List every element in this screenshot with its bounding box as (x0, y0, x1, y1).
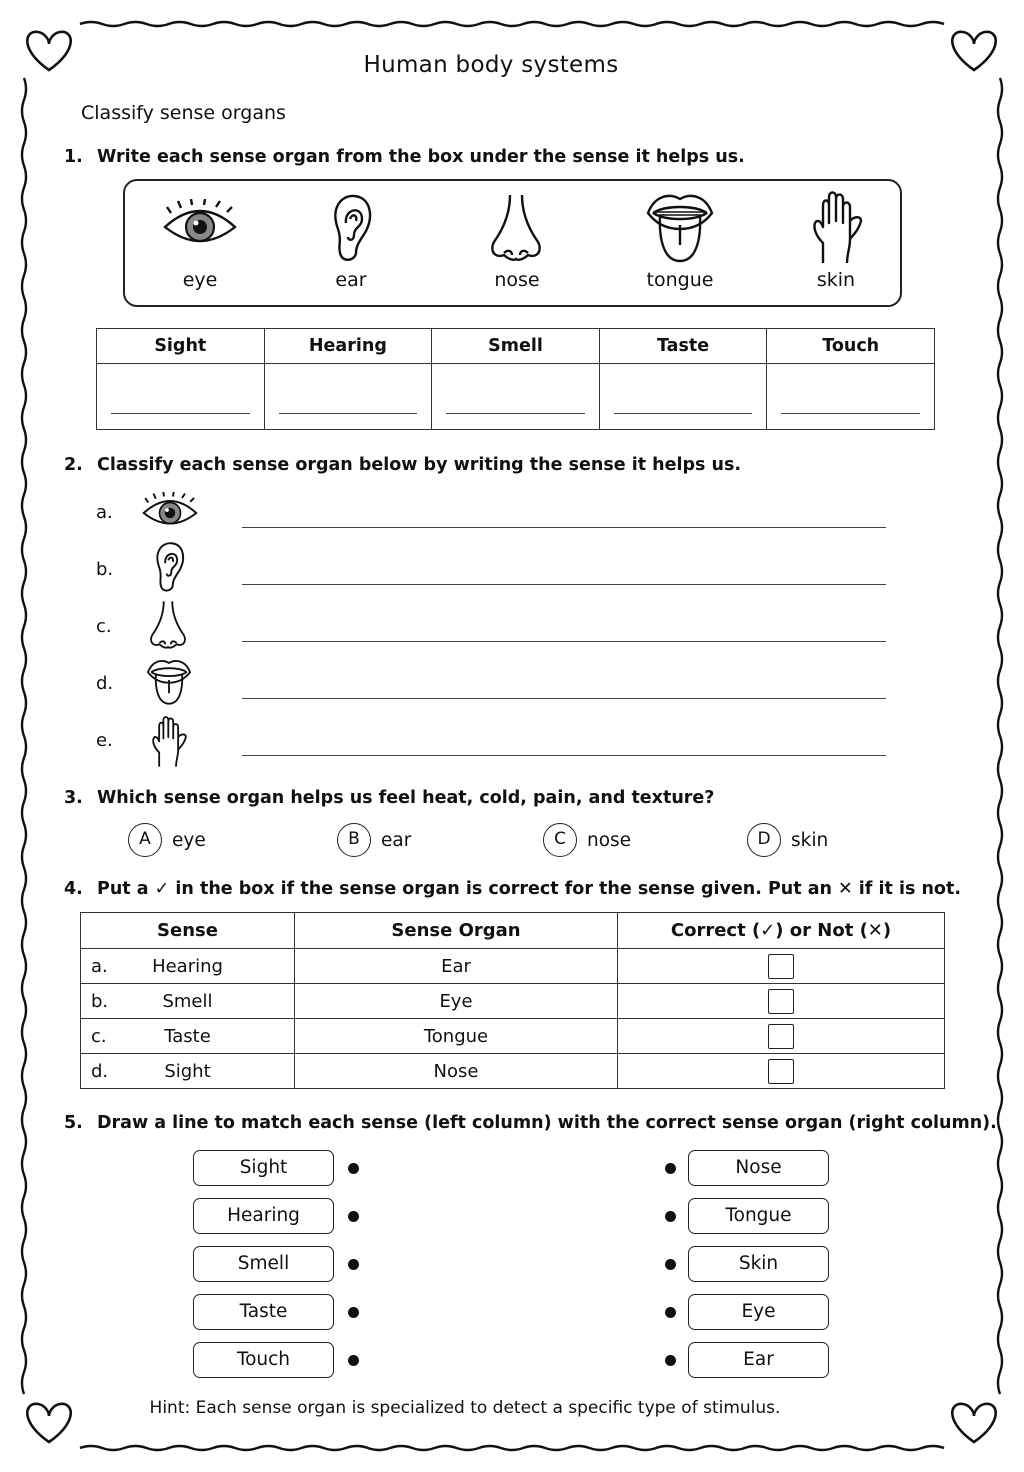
question-text: Draw a line to match each sense (left column) with the correct sense organ (right column). (97, 1113, 997, 1133)
answer-checkbox[interactable] (768, 989, 794, 1014)
question-number: 4. (64, 879, 83, 899)
heart-icon (952, 1404, 995, 1442)
organ-value: Nose (295, 1054, 618, 1089)
hand-icon (809, 191, 865, 265)
answer-line[interactable] (781, 413, 920, 414)
match-left-sight[interactable]: Sight (193, 1150, 334, 1186)
page-title: Human body systems (363, 52, 619, 78)
answer-checkbox[interactable] (768, 1059, 794, 1084)
question-number: 2. (64, 455, 83, 475)
question-4 (64, 879, 961, 899)
header-sight: Sight (97, 329, 265, 364)
question-text: Put a ✓ in the box if the sense organ is correct for the sense given. Put an ✕ if it is not. (97, 879, 961, 899)
word-skin: skin (816, 269, 856, 291)
organ-value: Tongue (295, 1019, 618, 1054)
eye-icon (161, 199, 239, 255)
option-d[interactable] (747, 823, 828, 859)
sense-value: Sight (164, 1060, 211, 1082)
nose-icon (148, 600, 188, 650)
q2-item-d (96, 661, 886, 711)
question-text: Which sense organ helps us feel heat, cold, pain, and texture? (97, 788, 715, 808)
match-dot-left[interactable] (348, 1307, 359, 1318)
sense-cell (81, 1054, 295, 1089)
item-letter: e. (96, 730, 113, 751)
q2-item-b (96, 547, 886, 597)
question-text: Write each sense organ from the box under the sense it helps us. (97, 147, 745, 167)
organ-value: Eye (295, 984, 618, 1019)
question-number: 5. (64, 1113, 83, 1133)
word-eye: eye (182, 269, 218, 291)
match-dot-right[interactable] (665, 1355, 676, 1366)
sense-cell (81, 984, 295, 1019)
answer-cell-sight[interactable] (97, 364, 265, 430)
sense-table (96, 328, 935, 430)
answer-line[interactable] (242, 584, 886, 585)
header-sense-organ: Sense Organ (295, 913, 618, 949)
eye-icon (140, 492, 200, 534)
item-letter: b. (96, 559, 114, 580)
option-text: skin (791, 829, 829, 851)
answer-line[interactable] (279, 413, 418, 414)
border-wave (80, 1446, 944, 1450)
match-left-hearing[interactable]: Hearing (193, 1198, 334, 1234)
answer-line[interactable] (111, 413, 250, 414)
option-letter-circle[interactable]: B (337, 823, 371, 857)
match-dot-left[interactable] (348, 1259, 359, 1270)
question-3 (64, 788, 714, 808)
match-dot-right[interactable] (665, 1211, 676, 1222)
word-bank-box (123, 179, 902, 307)
table-row (81, 949, 945, 984)
tongue-icon (146, 657, 192, 707)
option-a[interactable] (128, 823, 206, 859)
border-wave (80, 22, 944, 26)
answer-line[interactable] (242, 527, 886, 528)
answer-cell-hearing[interactable] (264, 364, 432, 430)
hint-text: Hint: Each sense organ is specialized to detect a specific type of stimulus. (149, 1398, 781, 1418)
row-letter: a. (91, 956, 108, 977)
sense-cell (81, 949, 295, 984)
sense-value: Smell (162, 990, 213, 1012)
border-wave (22, 78, 26, 1394)
header-hearing: Hearing (264, 329, 432, 364)
answer-checkbox[interactable] (768, 954, 794, 979)
answer-line[interactable] (614, 413, 753, 414)
match-dot-left[interactable] (348, 1163, 359, 1174)
question-2 (64, 455, 741, 475)
word-tongue: tongue (646, 269, 714, 291)
tongue-icon (645, 191, 715, 265)
option-text: eye (172, 829, 206, 851)
match-dot-right[interactable] (665, 1307, 676, 1318)
word-ear: ear (335, 269, 367, 291)
match-left-smell[interactable]: Smell (193, 1246, 334, 1282)
match-right-eye[interactable]: Eye (688, 1294, 829, 1330)
check-table (80, 912, 945, 1089)
answer-line[interactable] (242, 641, 886, 642)
option-text: nose (587, 829, 632, 851)
answer-cell-taste[interactable] (599, 364, 767, 430)
checkbox-cell (618, 984, 945, 1019)
page-subtitle: Classify sense organs (81, 102, 286, 124)
table-row (81, 1019, 945, 1054)
option-text: ear (381, 829, 412, 851)
sense-cell (81, 1019, 295, 1054)
header-taste: Taste (599, 329, 767, 364)
answer-line[interactable] (242, 698, 886, 699)
option-letter-circle[interactable]: D (747, 823, 781, 857)
answer-line[interactable] (242, 755, 886, 756)
q2-item-c (96, 604, 886, 654)
match-dot-right[interactable] (665, 1259, 676, 1270)
item-letter: a. (96, 502, 113, 523)
match-dot-right[interactable] (665, 1163, 676, 1174)
option-letter-circle[interactable]: C (543, 823, 577, 857)
answer-cell-touch[interactable] (767, 364, 935, 430)
answer-cell-smell[interactable] (432, 364, 600, 430)
q2-item-a (96, 490, 886, 540)
question-text: Classify each sense organ below by writing the sense it helps us. (97, 455, 742, 475)
border-wave (998, 78, 1002, 1394)
match-dot-left[interactable] (348, 1355, 359, 1366)
match-dot-left[interactable] (348, 1211, 359, 1222)
question-number: 1. (64, 147, 83, 167)
nose-icon (488, 193, 544, 263)
match-left-taste[interactable]: Taste (193, 1294, 334, 1330)
match-right-ear[interactable]: Ear (688, 1342, 829, 1378)
match-right-tongue[interactable]: Tongue (688, 1198, 829, 1234)
ear-icon (151, 541, 187, 593)
question-5 (64, 1113, 997, 1133)
q2-item-e (96, 718, 886, 768)
item-letter: d. (96, 673, 114, 694)
match-left-touch[interactable]: Touch (193, 1342, 334, 1378)
sense-value: Taste (164, 1025, 211, 1047)
match-right-nose[interactable]: Nose (688, 1150, 829, 1186)
answer-line[interactable] (446, 413, 585, 414)
header-touch: Touch (767, 329, 935, 364)
organ-value: Ear (295, 949, 618, 984)
row-letter: d. (91, 1061, 109, 1082)
checkbox-cell (618, 1054, 945, 1089)
table-row (81, 984, 945, 1019)
row-letter: c. (91, 1026, 107, 1047)
header-smell: Smell (432, 329, 600, 364)
sense-value: Hearing (152, 955, 223, 977)
row-letter: b. (91, 991, 109, 1012)
ear-icon (328, 193, 374, 263)
header-correct: Correct (✓) or Not (✕) (618, 913, 945, 949)
question-number: 3. (64, 788, 83, 808)
answer-checkbox[interactable] (768, 1024, 794, 1049)
match-right-skin[interactable]: Skin (688, 1246, 829, 1282)
checkbox-cell (618, 1019, 945, 1054)
item-letter: c. (96, 616, 112, 637)
option-b[interactable] (337, 823, 411, 859)
hand-icon (149, 716, 189, 768)
word-nose: nose (494, 269, 540, 291)
option-letter-circle[interactable]: A (128, 823, 162, 857)
header-sense: Sense (81, 913, 295, 949)
checkbox-cell (618, 949, 945, 984)
question-1 (64, 147, 745, 167)
table-row (81, 1054, 945, 1089)
option-c[interactable] (543, 823, 631, 859)
